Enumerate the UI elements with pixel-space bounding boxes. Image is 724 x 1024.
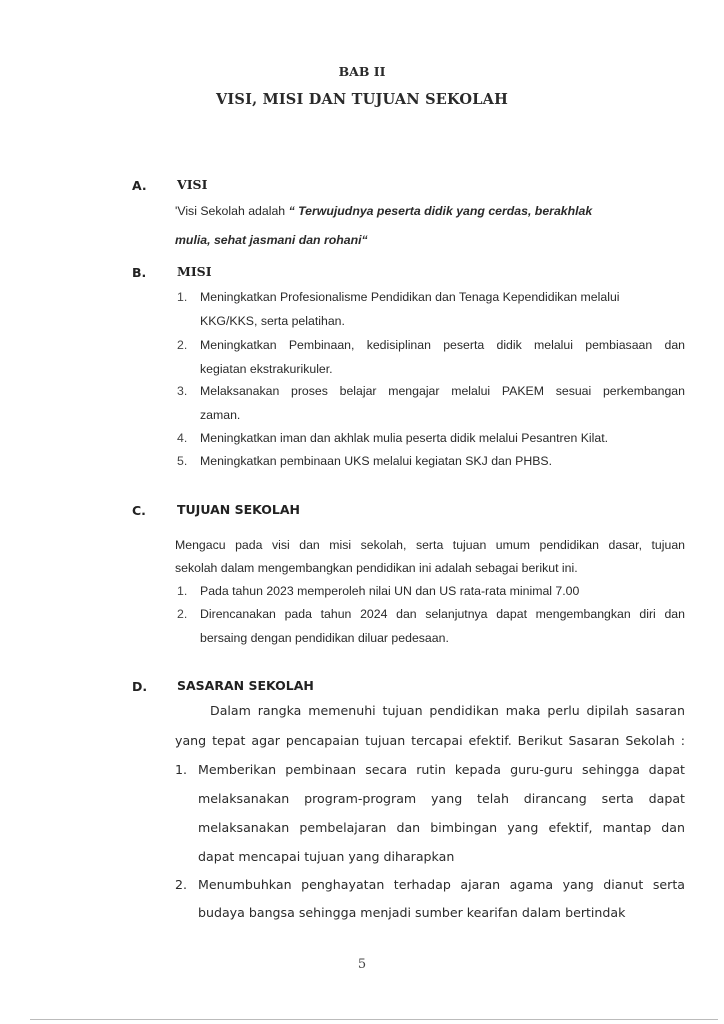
section-d-letter: D.	[132, 679, 148, 694]
misi-item-number: 5.	[177, 454, 188, 468]
section-c-letter: C.	[132, 503, 146, 518]
tujuan-item-number: 2.	[177, 607, 188, 621]
sasaran-item-text-cont: budaya bangsa sehingga menjadi sumber kearifan dalam bertindak	[198, 905, 626, 920]
misi-item-number: 4.	[177, 431, 188, 445]
misi-item-text-cont: zaman.	[200, 408, 241, 422]
misi-item-text-cont: KKG/KKS, serta pelatihan.	[200, 314, 345, 328]
tujuan-item-text: Direncanakan pada tahun 2024 dan selanjutnya dapat mengembangkan diri dan	[200, 607, 685, 621]
sasaran-item-text-cont: melaksanakan pembelajaran dan bimbingan yang efektif, mantap dan	[198, 820, 685, 835]
tujuan-item-text: Pada tahun 2023 memperoleh nilai UN dan US rata-rata minimal 7.00	[200, 584, 580, 598]
misi-item-text: Meningkatkan iman dan akhlak mulia peserta didik melalui Pesantren Kilat.	[200, 431, 609, 445]
tujuan-paragraph-line2: sekolah dalam mengembangkan pendidikan ini adalah sebagai berikut ini.	[175, 561, 578, 575]
sasaran-item-text: Menumbuhkan penghayatan terhadap ajaran agama yang dianut serta	[198, 877, 685, 892]
misi-item-text: Meningkatkan pembinaan UKS melalui kegiatan SKJ dan PHBS.	[200, 454, 553, 468]
sasaran-paragraph-line1: Dalam rangka memenuhi tujuan pendidikan maka perlu dipilah sasaran	[210, 703, 685, 718]
misi-item-line	[200, 290, 685, 304]
misi-item-number: 3.	[177, 384, 188, 398]
tujuan-item-text-cont: bersaing dengan pendidikan diluar pedesaan.	[200, 631, 449, 645]
misi-item-number: 1.	[177, 290, 188, 304]
misi-item-text: Meningkatkan Profesionalisme Pendidikan dan Tenaga Kependidikan melalui	[200, 290, 620, 304]
sasaran-item-text-cont: melaksanakan program-program yang telah dirancang serta dapat	[198, 791, 685, 806]
sasaran-item-number: 2.	[175, 877, 188, 892]
section-a-title: VISI	[177, 177, 208, 192]
misi-item-number: 2.	[177, 338, 188, 352]
misi-item-text-cont: kegiatan ekstrakurikuler.	[200, 362, 333, 376]
misi-item-text: Melaksanakan proses belajar mengajar melalui PAKEM sesuai perkembangan	[200, 384, 685, 398]
visi-quote-line1: “ Terwujudnya peserta didik yang cerdas, berakhlak	[288, 204, 593, 218]
sasaran-item-text: Memberikan pembinaan secara rutin kepada guru-guru sehingga dapat	[198, 762, 685, 777]
sasaran-item-text-cont: dapat mencapai tujuan yang diharapkan	[198, 849, 455, 864]
sasaran-item-number: 1.	[175, 762, 188, 777]
chapter-label: BAB II	[338, 64, 386, 79]
tujuan-item-number: 1.	[177, 584, 188, 598]
tujuan-paragraph-line1: Mengacu pada visi dan misi sekolah, serta tujuan umum pendidikan dasar, tujuan	[175, 538, 685, 552]
sasaran-paragraph-line2: yang tepat agar pencapaian tujuan tercapai efektif. Berikut Sasaran Sekolah :	[175, 733, 685, 748]
section-c-title: TUJUAN SEKOLAH	[177, 502, 300, 517]
chapter-title: VISI, MISI DAN TUJUAN SEKOLAH	[215, 91, 508, 108]
section-b-letter: B.	[132, 265, 147, 280]
visi-quote-line2: mulia, sehat jasmani dan rohani“	[175, 233, 368, 247]
section-d-title: SASARAN SEKOLAH	[177, 678, 314, 693]
misi-item-text: Meningkatkan Pembinaan, kedisiplinan peserta didik melalui pembiasaan dan	[200, 338, 685, 352]
visi-statement-line1	[175, 204, 695, 218]
scan-edge-line	[30, 1019, 718, 1020]
page-number: 5	[357, 957, 367, 972]
section-b-title: MISI	[177, 264, 212, 279]
section-a-letter: A.	[132, 178, 147, 193]
visi-intro: 'Visi Sekolah adalah	[175, 204, 286, 218]
